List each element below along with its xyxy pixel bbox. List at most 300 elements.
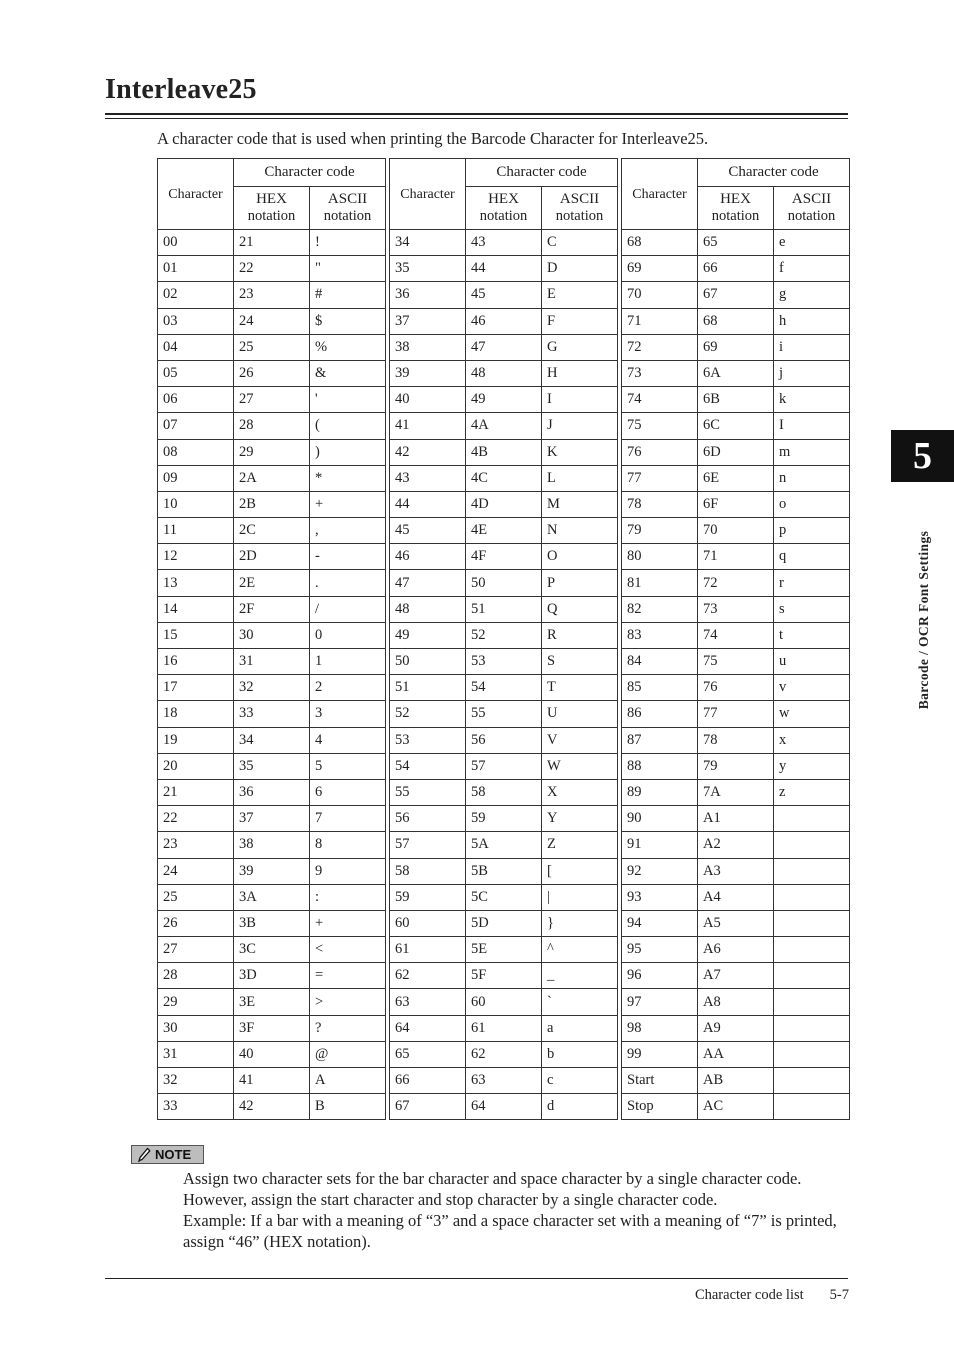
character-cell: 35 [390, 256, 466, 282]
character-cell: 93 [622, 884, 698, 910]
table-row [158, 570, 386, 596]
header-hex [698, 187, 774, 230]
ascii-cell [774, 910, 850, 936]
hex-cell: 5A [466, 832, 542, 858]
ascii-cell: c [542, 1068, 618, 1094]
ascii-cell [774, 1041, 850, 1067]
footer-rule [105, 1278, 848, 1279]
character-cell: 42 [390, 439, 466, 465]
table-row [390, 465, 618, 491]
hex-cell: 73 [698, 596, 774, 622]
hex-cell: 5E [466, 937, 542, 963]
hex-cell: 71 [698, 544, 774, 570]
ascii-cell: y [774, 753, 850, 779]
ascii-cell: S [542, 649, 618, 675]
character-cell: 68 [622, 230, 698, 256]
header-hex [466, 187, 542, 230]
table-row [390, 753, 618, 779]
ascii-cell: H [542, 360, 618, 386]
character-cell: 12 [158, 544, 234, 570]
hex-cell: A9 [698, 1015, 774, 1041]
table-row [390, 491, 618, 517]
ascii-cell: x [774, 727, 850, 753]
header-character-code: Character code [234, 159, 386, 187]
character-cell: 66 [390, 1068, 466, 1094]
character-cell: 44 [390, 491, 466, 517]
table-row [390, 727, 618, 753]
character-cell: 10 [158, 491, 234, 517]
table-row [158, 308, 386, 334]
table-row [390, 937, 618, 963]
hex-cell: 78 [698, 727, 774, 753]
table-row [622, 832, 850, 858]
table-row [390, 308, 618, 334]
ascii-cell: ? [310, 1015, 386, 1041]
character-cell: 43 [390, 465, 466, 491]
table-row [390, 649, 618, 675]
table-row [622, 727, 850, 753]
ascii-cell: v [774, 675, 850, 701]
hex-cell: 44 [466, 256, 542, 282]
table-row [390, 334, 618, 360]
hex-cell: 2A [234, 465, 310, 491]
ascii-cell: Z [542, 832, 618, 858]
footer-page-number: 5-7 [829, 1287, 849, 1303]
character-cell: 82 [622, 596, 698, 622]
table-row [158, 282, 386, 308]
hex-cell: A8 [698, 989, 774, 1015]
hex-cell: A7 [698, 963, 774, 989]
hex-cell: 69 [698, 334, 774, 360]
ascii-cell: D [542, 256, 618, 282]
ascii-cell [774, 1068, 850, 1094]
hex-cell: 36 [234, 779, 310, 805]
table-row [158, 832, 386, 858]
ascii-cell: I [774, 413, 850, 439]
ascii-cell [774, 858, 850, 884]
table-row [390, 701, 618, 727]
table-row [158, 334, 386, 360]
hex-cell: 49 [466, 387, 542, 413]
table-row [158, 858, 386, 884]
table-row [390, 884, 618, 910]
table-row [390, 413, 618, 439]
hex-cell: 66 [698, 256, 774, 282]
hex-cell: 7A [698, 779, 774, 805]
table-row [622, 1068, 850, 1094]
hex-cell: 2B [234, 491, 310, 517]
header-character: Character [622, 159, 698, 230]
ascii-cell: & [310, 360, 386, 386]
hex-cell: 30 [234, 622, 310, 648]
header-ascii [542, 187, 618, 230]
character-cell: 53 [390, 727, 466, 753]
hex-cell: 50 [466, 570, 542, 596]
ascii-cell: + [310, 491, 386, 517]
hex-cell: A3 [698, 858, 774, 884]
hex-cell: A1 [698, 806, 774, 832]
character-cell: 58 [390, 858, 466, 884]
hex-cell: 35 [234, 753, 310, 779]
hex-cell: 38 [234, 832, 310, 858]
character-cell: 87 [622, 727, 698, 753]
hex-cell: 47 [466, 334, 542, 360]
character-cell: 01 [158, 256, 234, 282]
ascii-cell [774, 937, 850, 963]
header-notation: notation [323, 208, 372, 224]
table-row [158, 806, 386, 832]
character-cell: 40 [390, 387, 466, 413]
ascii-cell: G [542, 334, 618, 360]
page-title: Interleave25 [105, 74, 257, 105]
character-cell: 18 [158, 701, 234, 727]
hex-cell: 4F [466, 544, 542, 570]
footer [695, 1287, 849, 1304]
header-notation: notation [479, 208, 528, 224]
hex-cell: 28 [234, 413, 310, 439]
hex-cell: 31 [234, 649, 310, 675]
ascii-cell: r [774, 570, 850, 596]
character-cell: 64 [390, 1015, 466, 1041]
ascii-cell: F [542, 308, 618, 334]
hex-cell: 51 [466, 596, 542, 622]
character-cell: 84 [622, 649, 698, 675]
table-row [390, 858, 618, 884]
ascii-cell: - [310, 544, 386, 570]
ascii-cell: z [774, 779, 850, 805]
table-row [158, 387, 386, 413]
ascii-cell: s [774, 596, 850, 622]
character-cell: 90 [622, 806, 698, 832]
code-table-2 [389, 158, 618, 1120]
ascii-cell: I [542, 387, 618, 413]
character-cell: 27 [158, 937, 234, 963]
ascii-cell: A [310, 1068, 386, 1094]
table-row [158, 910, 386, 936]
header-notation: notation [555, 208, 604, 224]
table-row [390, 596, 618, 622]
ascii-cell: Q [542, 596, 618, 622]
table-row [390, 518, 618, 544]
table-row [158, 989, 386, 1015]
ascii-cell: 0 [310, 622, 386, 648]
character-cell: 78 [622, 491, 698, 517]
table-row [390, 1015, 618, 1041]
hex-cell: 53 [466, 649, 542, 675]
character-code-tables [157, 158, 849, 1122]
table-row [158, 1041, 386, 1067]
character-cell: 91 [622, 832, 698, 858]
footer-section-title: Character code list [694, 1287, 804, 1303]
table-row [158, 1094, 386, 1120]
header-notation: notation [787, 208, 836, 224]
ascii-cell: V [542, 727, 618, 753]
ascii-cell [774, 806, 850, 832]
hex-cell: 52 [466, 622, 542, 648]
hex-cell: 65 [698, 230, 774, 256]
table-row [390, 256, 618, 282]
table-row [390, 622, 618, 648]
ascii-cell: } [542, 910, 618, 936]
character-cell: 39 [390, 360, 466, 386]
hex-cell: 3E [234, 989, 310, 1015]
table-row [390, 360, 618, 386]
character-cell: 51 [390, 675, 466, 701]
table-row [622, 413, 850, 439]
ascii-cell: 2 [310, 675, 386, 701]
ascii-cell: $ [310, 308, 386, 334]
ascii-cell: 1 [310, 649, 386, 675]
hex-cell: 46 [466, 308, 542, 334]
character-cell: 86 [622, 701, 698, 727]
character-cell: 99 [622, 1041, 698, 1067]
table-row [622, 256, 850, 282]
ascii-cell [774, 963, 850, 989]
pencil-icon [137, 1147, 151, 1163]
table-row [158, 675, 386, 701]
header-character: Character [390, 159, 466, 230]
table-row [622, 465, 850, 491]
hex-cell: 2C [234, 518, 310, 544]
character-cell: 34 [390, 230, 466, 256]
ascii-cell: ^ [542, 937, 618, 963]
character-cell: 30 [158, 1015, 234, 1041]
hex-cell: 3A [234, 884, 310, 910]
table-row [622, 622, 850, 648]
hex-cell: 33 [234, 701, 310, 727]
table-row [622, 675, 850, 701]
character-cell: 89 [622, 779, 698, 805]
character-cell: 76 [622, 439, 698, 465]
hex-cell: 60 [466, 989, 542, 1015]
hex-cell: 6F [698, 491, 774, 517]
character-cell: 62 [390, 963, 466, 989]
note-badge-label: NOTE [155, 1147, 192, 1162]
ascii-cell: d [542, 1094, 618, 1120]
table-row [158, 413, 386, 439]
table-row [622, 701, 850, 727]
table-row [622, 649, 850, 675]
table-row [390, 1041, 618, 1067]
table-row [622, 596, 850, 622]
hex-cell: 32 [234, 675, 310, 701]
table-row [622, 334, 850, 360]
ascii-cell: + [310, 910, 386, 936]
hex-cell: 77 [698, 701, 774, 727]
hex-cell: 21 [234, 230, 310, 256]
character-cell: 96 [622, 963, 698, 989]
character-cell: Stop [622, 1094, 698, 1120]
hex-cell: 57 [466, 753, 542, 779]
character-cell: 72 [622, 334, 698, 360]
hex-cell: 34 [234, 727, 310, 753]
ascii-cell: * [310, 465, 386, 491]
ascii-cell: T [542, 675, 618, 701]
title-rule [105, 113, 848, 115]
character-cell: 15 [158, 622, 234, 648]
character-cell: 00 [158, 230, 234, 256]
ascii-cell [774, 1015, 850, 1041]
ascii-cell: ( [310, 413, 386, 439]
character-cell: 74 [622, 387, 698, 413]
ascii-cell: J [542, 413, 618, 439]
table-row [622, 544, 850, 570]
character-cell: 57 [390, 832, 466, 858]
ascii-cell [774, 989, 850, 1015]
table-row [158, 544, 386, 570]
character-cell: 03 [158, 308, 234, 334]
table-row [158, 963, 386, 989]
ascii-cell: ' [310, 387, 386, 413]
header-character: Character [158, 159, 234, 230]
table-row [622, 779, 850, 805]
hex-cell: A4 [698, 884, 774, 910]
character-cell: 16 [158, 649, 234, 675]
character-cell: 28 [158, 963, 234, 989]
ascii-cell: W [542, 753, 618, 779]
hex-cell: 79 [698, 753, 774, 779]
hex-cell: 45 [466, 282, 542, 308]
hex-cell: 75 [698, 649, 774, 675]
table-row [390, 387, 618, 413]
hex-cell: 6E [698, 465, 774, 491]
header-character-code: Character code [698, 159, 850, 187]
table-row [158, 779, 386, 805]
ascii-cell: . [310, 570, 386, 596]
table-row [158, 727, 386, 753]
table-row [622, 282, 850, 308]
hex-cell: 62 [466, 1041, 542, 1067]
table-row [390, 230, 618, 256]
hex-cell: AC [698, 1094, 774, 1120]
character-cell: 07 [158, 413, 234, 439]
ascii-cell: % [310, 334, 386, 360]
table-row [390, 832, 618, 858]
hex-cell: 37 [234, 806, 310, 832]
ascii-cell [774, 1094, 850, 1120]
hex-cell: 59 [466, 806, 542, 832]
ascii-cell: U [542, 701, 618, 727]
header-ascii-label: ASCII [791, 191, 832, 207]
ascii-cell: < [310, 937, 386, 963]
ascii-cell: C [542, 230, 618, 256]
table-row [390, 439, 618, 465]
character-cell: 36 [390, 282, 466, 308]
table-row [158, 230, 386, 256]
character-cell: 37 [390, 308, 466, 334]
note-badge [131, 1145, 204, 1164]
character-cell: 48 [390, 596, 466, 622]
character-cell: 61 [390, 937, 466, 963]
ascii-cell: ! [310, 230, 386, 256]
ascii-cell: R [542, 622, 618, 648]
hex-cell: A5 [698, 910, 774, 936]
table-row [622, 806, 850, 832]
table-row [158, 439, 386, 465]
ascii-cell: 7 [310, 806, 386, 832]
ascii-cell: B [310, 1094, 386, 1120]
ascii-cell: P [542, 570, 618, 596]
character-cell: 33 [158, 1094, 234, 1120]
table-row [390, 1094, 618, 1120]
character-cell: 59 [390, 884, 466, 910]
table-row [390, 779, 618, 805]
character-cell: 29 [158, 989, 234, 1015]
character-cell: 22 [158, 806, 234, 832]
header-ascii [310, 187, 386, 230]
hex-cell: 3D [234, 963, 310, 989]
character-cell: 02 [158, 282, 234, 308]
hex-cell: 22 [234, 256, 310, 282]
character-cell: 85 [622, 675, 698, 701]
character-cell: 21 [158, 779, 234, 805]
character-cell: 19 [158, 727, 234, 753]
ascii-cell: N [542, 518, 618, 544]
table-row [158, 360, 386, 386]
ascii-cell: 3 [310, 701, 386, 727]
hex-cell: 4E [466, 518, 542, 544]
table-row [622, 989, 850, 1015]
hex-cell: 5F [466, 963, 542, 989]
hex-cell: 4B [466, 439, 542, 465]
ascii-cell: p [774, 518, 850, 544]
table-row [622, 360, 850, 386]
hex-cell: 3B [234, 910, 310, 936]
character-cell: 69 [622, 256, 698, 282]
hex-cell: 67 [698, 282, 774, 308]
header-hex-label: HEX [720, 191, 751, 207]
table-row [158, 622, 386, 648]
header-hex [234, 187, 310, 230]
header-ascii-label: ASCII [327, 191, 368, 207]
character-cell: 55 [390, 779, 466, 805]
character-cell: 14 [158, 596, 234, 622]
hex-cell: 29 [234, 439, 310, 465]
ascii-cell: q [774, 544, 850, 570]
table-row [158, 518, 386, 544]
hex-cell: 3F [234, 1015, 310, 1041]
header-ascii-label: ASCII [559, 191, 600, 207]
character-cell: 70 [622, 282, 698, 308]
header-hex-label: HEX [488, 191, 519, 207]
table-row [622, 858, 850, 884]
character-cell: 05 [158, 360, 234, 386]
ascii-cell: f [774, 256, 850, 282]
hex-cell: 5C [466, 884, 542, 910]
hex-cell: 64 [466, 1094, 542, 1120]
hex-cell: 6D [698, 439, 774, 465]
hex-cell: 74 [698, 622, 774, 648]
hex-cell: 4D [466, 491, 542, 517]
table-row [622, 439, 850, 465]
table-row [390, 675, 618, 701]
character-cell: 41 [390, 413, 466, 439]
character-cell: 32 [158, 1068, 234, 1094]
ascii-cell: m [774, 439, 850, 465]
hex-cell: 76 [698, 675, 774, 701]
hex-cell: 39 [234, 858, 310, 884]
character-cell: 75 [622, 413, 698, 439]
hex-cell: 70 [698, 518, 774, 544]
character-cell: 13 [158, 570, 234, 596]
character-cell: 88 [622, 753, 698, 779]
ascii-cell: K [542, 439, 618, 465]
ascii-cell: L [542, 465, 618, 491]
ascii-cell: Y [542, 806, 618, 832]
table-row [622, 910, 850, 936]
ascii-cell: @ [310, 1041, 386, 1067]
character-cell: 98 [622, 1015, 698, 1041]
